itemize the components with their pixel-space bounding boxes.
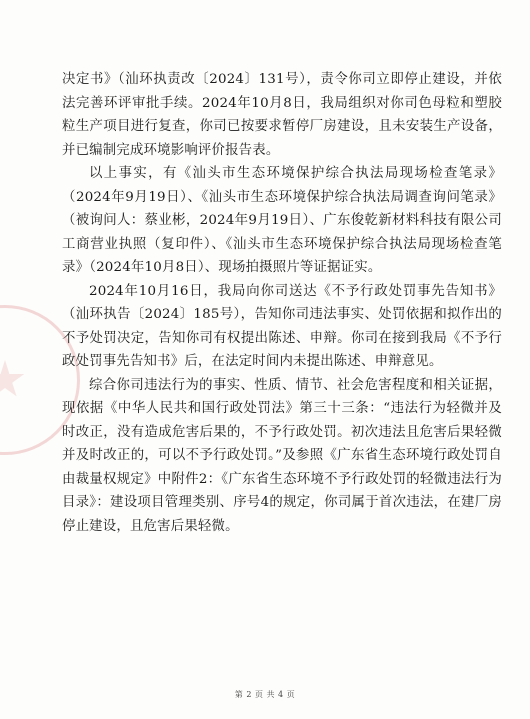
paragraph-1: 决定书》（汕环执责改〔2024〕131号），责令你司立即停止建设，并依法完善环评审批手续。2024年10月8日，我局组织对你司色母粒和塑胶粒生产项目进行复查，你司已按要求暂停厂房建设，且未安装生产设备，并已编制完成环境影响评价报告表。	[62, 72, 502, 158]
paragraph-3: 2024年10月16日，我局向你司送达《不予行政处罚事先告知书》（汕环执告〔2024〕185号），告知你司违法事实、处罚依据和拟作出的不予处罚决定，告知你司有权提出陈述、申辩。你司在接到我局《不予行政处罚事先告知书》后，在法定时间内未提出陈述、申辩意见。	[62, 283, 502, 369]
paragraph-4: 综合你司违法行为的事实、性质、情节、社会危害程度和相关证据，现依据《中华人民共和国行政处罚法》第三十三条：“违法行为轻微并及时改正，没有造成危害后果的，不予行政处罚。初次违法且危害后果轻微并及时改正的，可以不予行政处罚。”及参照《广东省生态环境行政处罚自由裁量权规定》中附件2：《广东省生态环境不予行政处罚的轻微违法行为目录》：建设项目管理类别、序号4的规定，你司属于首次违法，在建厂房停止建设，且危害后果轻微。	[62, 377, 502, 534]
paragraph-2: 以上事实，有《汕头市生态环境保护综合执法局现场检查笔录》（2024年9月19日）、《汕头市生态环境保护综合执法局调查询问笔录》（被询问人：蔡业彬，2024年9月19日）、广东俊乾新材料科技有限公司工商营业执照（复印件）、《汕头市生态环境保护综合执法局现场检查笔录》（2024年10月8日）、现场拍摄照片等证据证实。	[62, 166, 502, 275]
page-number: 第 2 页 共 4 页	[234, 690, 296, 699]
document-body	[62, 68, 502, 538]
